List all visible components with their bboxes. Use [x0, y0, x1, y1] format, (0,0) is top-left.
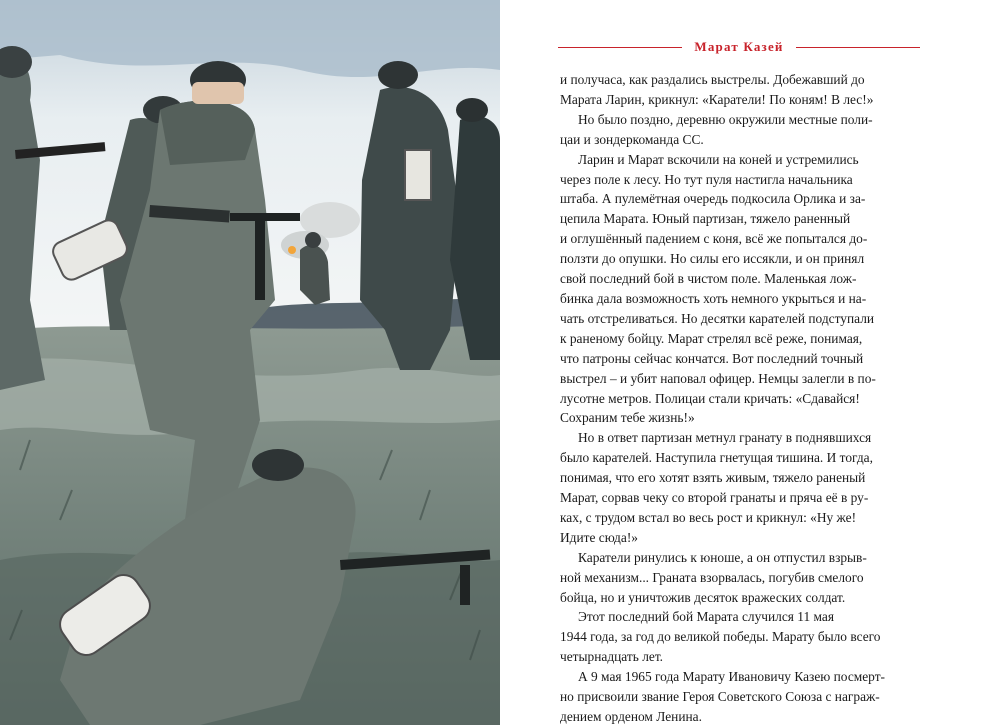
- text-line: Но в ответ партизан метнул гранату в поднявшихся: [578, 430, 872, 446]
- text-line: лусотне метров. Полицаи стали кричать: «Сдавайся!: [560, 390, 860, 406]
- text-line: свой последний бой в чистом поле. Маленькая лож-: [560, 271, 857, 287]
- text-line: Идите сюда!»: [560, 529, 638, 545]
- paragraph: [560, 548, 920, 608]
- text-line: Марат, сорвав чеку со второй гранаты и пряча её в ру-: [560, 490, 869, 506]
- text-line: выстрел – и убит наповал офицер. Немцы залегли в по-: [560, 370, 876, 386]
- text-line: ползти до опушки. Но силы его иссякли, и он принял: [560, 251, 865, 267]
- body-text: [560, 70, 920, 727]
- battle-illustration: [0, 0, 500, 725]
- paragraph: [560, 150, 920, 429]
- header-rule-left: [558, 47, 682, 48]
- text-line: Сохраним тебе жизнь!»: [560, 410, 695, 426]
- text-line: Но было поздно, деревню окружили местные поли-: [578, 111, 873, 127]
- text-line: бинка дала возможность хоть немного укрыться и на-: [560, 290, 867, 306]
- text-line: четырнадцать лет.: [560, 649, 664, 665]
- paragraph: [560, 110, 920, 150]
- text-line: цепила Марата. Юный партизан, тяжело раненный: [560, 211, 851, 227]
- text-line: А 9 мая 1965 года Марату Ивановичу Казею посмерт-: [578, 669, 886, 685]
- text-line: что патроны сейчас кончатся. Вот последний точный: [560, 350, 864, 366]
- illustration-panel: [0, 0, 500, 725]
- running-header: [558, 36, 920, 58]
- text-line: было карателей. Наступила гнетущая тишина. И тогда,: [560, 450, 873, 466]
- text-line: понимая, что его хотят взять живым, тяжело раненый: [560, 470, 866, 486]
- running-title: Марат Казей: [694, 39, 784, 54]
- text-line: и получаса, как раздались выстрелы. Добежавший до: [560, 72, 865, 87]
- paragraph: [560, 607, 920, 667]
- text-line: чать отстреливаться. Но десятки карателей подступали: [560, 310, 875, 326]
- text-line: к раненому бойцу. Марат стрелял всё реже, понимая,: [560, 330, 863, 346]
- text-line: Марата Ларин, крикнул: «Каратели! По коням! В лес!»: [560, 91, 874, 107]
- header-rule-right: [796, 47, 920, 48]
- text-line: ках, с трудом встал во весь рост и крикнул: «Ну же!: [560, 509, 857, 525]
- text-line: ной механизм... Граната взорвалась, погубив смелого: [560, 569, 864, 585]
- text-line: Этот последний бой Марата случился 11 мая: [578, 609, 835, 625]
- paragraph: [560, 70, 920, 110]
- text-line: дением орденом Ленина.: [560, 709, 702, 724]
- paragraph: [560, 428, 920, 547]
- text-line: цаи и зондеркоманда СС.: [560, 131, 704, 147]
- text-line: и оглушённый падением с коня, всё же попытался до-: [560, 231, 868, 247]
- text-page: [500, 0, 1000, 725]
- paragraph: [560, 667, 920, 727]
- text-line: но присвоили звание Героя Советского Союза с награж-: [560, 689, 880, 705]
- text-line: через поле к лесу. Но тут пуля настигла начальника: [560, 171, 853, 187]
- text-line: штаба. А пулемётная очередь подкосила Орлика и за-: [560, 191, 866, 207]
- text-line: Ларин и Марат вскочили на коней и устремились: [578, 151, 859, 167]
- text-line: Каратели ринулись к юноше, а он отпустил взрыв-: [578, 549, 867, 565]
- text-line: 1944 года, за год до великой победы. Марату было всего: [560, 629, 881, 645]
- text-line: бойца, но и уничтожив десяток вражеских солдат.: [560, 589, 846, 605]
